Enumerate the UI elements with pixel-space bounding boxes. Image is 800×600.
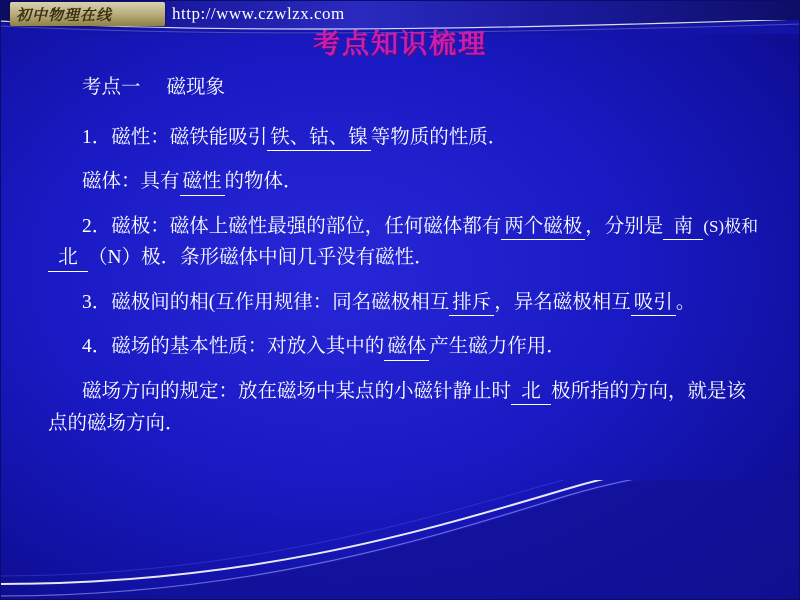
item-2-blank-1: 磁性 bbox=[180, 171, 225, 195]
item-5-seg1: 磁场的基本性质：对放入其中的 bbox=[111, 336, 385, 358]
item-5-blank-1: 磁体 bbox=[384, 336, 429, 360]
item-1-seg1: 磁性：磁铁能吸引 bbox=[111, 126, 268, 148]
item-4-blank-1: 排斥 bbox=[449, 292, 494, 316]
item-3-seg1: 磁极：磁体上磁性最强的部位，任何磁体都有 bbox=[111, 215, 502, 237]
item-6-blank-1: 北 bbox=[511, 381, 551, 405]
item-3-seg2: ，分别是 bbox=[585, 215, 664, 237]
item-4-seg2: ，异名磁极相互 bbox=[494, 291, 631, 313]
item-4-blank-2: 吸引 bbox=[631, 292, 676, 316]
item-2-seg2: 的物体． bbox=[224, 171, 303, 193]
item-4-seg1: 磁极间的相(互作用规律：同名磁极相互 bbox=[111, 291, 450, 313]
item-3-seg3: (S)极和 bbox=[703, 216, 759, 236]
section-heading-label: 考点一 bbox=[82, 77, 141, 98]
site-url-text: http://www.czwlzx.com bbox=[172, 4, 345, 23]
item-4-num: 3． bbox=[82, 291, 112, 313]
item-2-seg1: 磁体：具有 bbox=[82, 171, 180, 193]
item-3-blank-1: 两个磁极 bbox=[501, 216, 585, 240]
item-5-num: 4． bbox=[82, 336, 112, 358]
item-1-num: 1． bbox=[82, 126, 112, 148]
item-4-seg3: 。 bbox=[675, 291, 696, 313]
item-3-blank-3: 北 bbox=[48, 247, 88, 271]
item-3-blank-2: 南 bbox=[663, 216, 703, 240]
site-logo-text: 初中物理在线 bbox=[16, 8, 113, 24]
item-6-seg2: 极所指的方向，就是该点的磁场方向． bbox=[48, 381, 747, 434]
item-6-seg1: 磁场方向的规定：放在磁场中某点的小磁针静止时 bbox=[82, 381, 512, 403]
page-title: 考点知识梳理 bbox=[313, 29, 487, 59]
item-3-seg4: （N）极．条形磁体中间几乎没有磁性． bbox=[88, 247, 434, 269]
item-3-num: 2． bbox=[82, 215, 112, 237]
section-heading-topic: 磁现象 bbox=[166, 77, 226, 98]
item-5-seg2: 产生磁力作用． bbox=[429, 336, 566, 358]
item-1-seg2: 等物质的性质． bbox=[370, 126, 508, 148]
item-1-blank-1: 铁、钴、镍 bbox=[267, 127, 371, 151]
